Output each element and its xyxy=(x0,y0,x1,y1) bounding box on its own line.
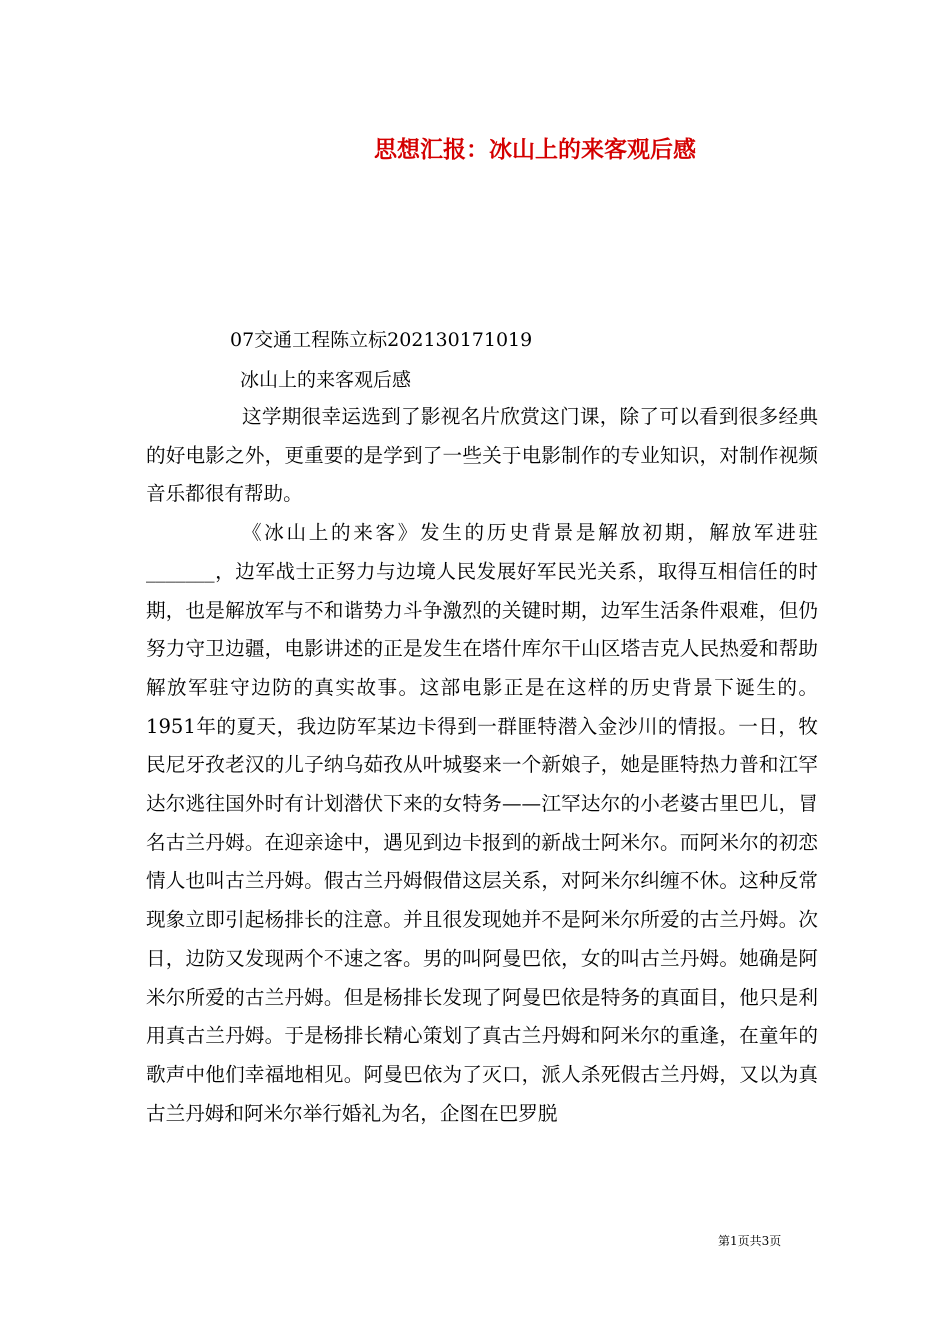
document-subtitle: 冰山上的来客观后感 xyxy=(240,369,412,391)
paragraph-1: 这学期很幸运选到了影视名片欣赏这门课，除了可以看到很多经典的好电影之外，更重要的是学到了一些关于电影制作的专业知识，对制作视频音乐都很有帮助。 xyxy=(146,405,818,506)
paragraph-2: 《冰山上的来客》发生的历史背景是解放初期，解放军进驻_______，边军战士正努力与边境人民发展好军民光关系，取得互相信任的时期，也是解放军与不和谐势力斗争激烈的关键时期，边军生活条件艰难，但仍努力守卫边疆，电影讲述的正是发生在塔什库尔干山区塔吉克人民热爱和帮助解放军驻守边防的真实故事。这部电影正是在这样的历史背景下诞生的。1951年的夏天，我边防军某边卡得到一群匪特潜入金沙川的情报。一日，牧民尼牙孜老汉的儿子纳乌茹孜从叶城娶来一个新娘子，她是匪特热力普和江罕达尔逃往国外时有计划潜伏下来的女特务——江罕达尔的小老婆古里巴儿，冒名古兰丹姆。在迎亲途中，遇见到边卡报到的新战士阿米尔。而阿米尔的初恋情人也叫古兰丹姆。假古兰丹姆假借这层关系，对阿米尔纠缠不休。这种反常现象立即引起杨排长的注意。并且很发现她并不是阿米尔所爱的古兰丹姆。次日，边防又发现两个不速之客。男的叫阿曼巴依，女的叫古兰丹姆。她确是阿米尔所爱的古兰丹姆。但是杨排长发现了阿曼巴依是特务的真面目，他只是利用真古兰丹姆。于是杨排长精心策划了真古兰丹姆和阿米尔的重逢，在童年的歌声中他们幸福地相见。阿曼巴依为了灭口，派人杀死假古兰丹姆，又以为真古兰丹姆和阿米尔举行婚礼为名，企图在巴罗脱 xyxy=(146,521,818,1125)
author-line: 07交通工程陈立标202130171019 xyxy=(230,329,533,351)
document-title: 思想汇报：冰山上的来客观后感 xyxy=(374,137,696,163)
page-footer: 第1页共3页 xyxy=(718,1234,782,1248)
body-text xyxy=(146,398,818,1133)
